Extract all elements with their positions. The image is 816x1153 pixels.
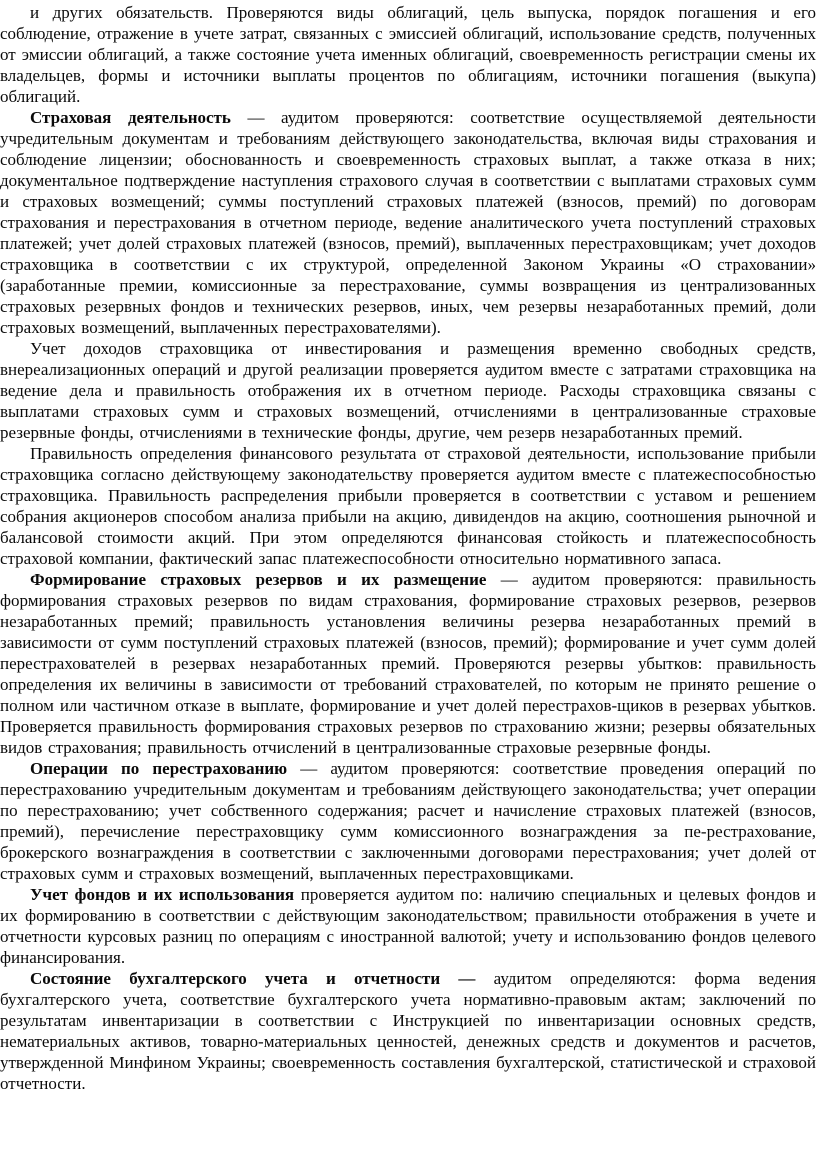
paragraph-lead-bold: Состояние бухгалтерского учета и отчетности — bbox=[30, 969, 476, 988]
paragraph-lead-bold: Операции по перестрахованию bbox=[30, 759, 288, 778]
paragraph bbox=[0, 107, 816, 338]
paragraph bbox=[0, 569, 816, 758]
paragraph-text: — аудитом проверяются: соответствие проведения операций по перестрахованию учредительным документам и требованиям действующего законодательства; учет операции по перестрахованию; учет собственного содержания; расчет и начисление страховых платежей (взносов, премий), перечисление перестраховщику сумм комиссионного вознаграждения за пе-рестрахование, брокерского вознаграждения в соответствии с заключенными договорами перестрахования; учет долей от страховых сумм и страховых возмещений, выплаченных перестраховщиками. bbox=[0, 759, 816, 883]
paragraph bbox=[0, 338, 816, 443]
paragraph bbox=[0, 443, 816, 569]
paragraph bbox=[0, 884, 816, 968]
paragraph bbox=[0, 2, 816, 107]
paragraph-text: и других обязательств. Проверяются виды облигаций, цель выпуска, порядок погашения и его соблюдение, отражение в учете затрат, связанных с эмиссией облигаций, использование средств, полученных от эмиссии облигаций, а также состояние учета именных облигаций, своевременность регистрации смены их владельцев, формы и источники выплаты процентов по облигациям, источники погашения (выкупа) облигаций. bbox=[0, 3, 816, 106]
paragraph-text: аудитом определяются: форма ведения бухгалтерского учета, соответствие бухгалтерского учета нормативно-правовым актам; заключений по результатам инвентаризации в соответствии с Инструкцией по инвентаризации основных средств, нематериальных активов, товарно-материальных ценностей, денежных средств и документов и расчетов, утвержденной Минфином Украины; своевременность составления бухгалтерской, статистической и страховой отчетности. bbox=[0, 969, 816, 1093]
paragraph-lead-bold: Учет фондов и их использования bbox=[30, 885, 295, 904]
paragraph-text: — аудитом проверяются: соответствие осуществляемой деятельности учредительным документам и требованиям действующего законодательства, включая виды страхования и соблюдение лицензии; обоснованность и своевременность страховых выплат, а также отказа в них; документальное подтверждение наступления страхового случая в соответствии с выплатами страховых сумм и страховых возмещений; суммы поступлений страховых платежей (взносов, премий) по договорам страхования и перестрахования в отчетном периоде, ведение аналитического учета поступлений страховых платежей; учет долей страховых платежей (взносов, премий), выплаченных перестраховщикам; учет доходов страховщика в соответствии с их структурой, определенной Законом Украины «О страховании» (заработанные премии, комиссионные за перестрахование, суммы возвращения из централизованных страховых резервных фондов и технических резервов, иных, чем резервы незаработанных премий, доли страховых возмещений, выплаченных перестрахователями). bbox=[0, 108, 816, 337]
paragraph-text: Учет доходов страховщика от инвестирования и размещения временно свободных средств, внереализационных операций и другой реализации проверяется аудитом вместе с затратами страховщика на ведение дела и правильность отображения их в отчетном периоде. Расходы страховщика связаны с выплатами страховых сумм и страховых возмещений, отчислениями в централизованные страховые резервные фонды, отчислениями в технические фонды, другие, чем резерв незаработанных премий. bbox=[0, 339, 816, 442]
paragraph-text: проверяется аудитом по: наличию специальных и целевых фондов и их формированию в соответствии с действующим законодательством; правильности отображения в учете и отчетности курсовых разниц по операциям с иностранной валютой; учету и использованию фондов целевого финансирования. bbox=[0, 885, 816, 967]
paragraph-text: Правильность определения финансового результата от страховой деятельности, использование прибыли страховщика согласно действующему законодательству проверяется аудитом вместе с платежеспособностью страховщика. Правильность распределения прибыли проверяется в соответствии с уставом и решением собрания акционеров способом анализа прибыли на акцию, дивидендов на акцию, соотношения рыночной и балансовой стоимости акций. При этом определяются финансовая стойкость и платежеспособность страховой компании, фактический запас платежеспособности относительно нормативного запаса. bbox=[0, 444, 816, 568]
paragraph bbox=[0, 758, 816, 884]
paragraph bbox=[0, 968, 816, 1094]
document-text-body bbox=[0, 2, 816, 1094]
paragraph-text: — аудитом проверяются: правильность формирования страховых резервов по видам страхования, формирование страховых резервов, резервов незаработанных премий; правильность установления величины резерва незаработанных премий в зависимости от сумм поступлений страховых платежей (взносов, премий); формирование и учет сумм долей перестрахователей в резервах незаработанных премий. Проверяются резервы убытков: правильность определения их величины в зависимости от требований страхователей, по которым не принято решение о полном или частичном отказе в выплате, формирование и учет долей перестрахов-щиков в резервах убытков. Проверяется правильность формирования страховых резервов по страхованию жизни; резервы обязательных видов страхования; правильность отчислений в централизованные страховые резервные фонды. bbox=[0, 570, 816, 757]
paragraph-lead-bold: Формирование страховых резервов и их размещение bbox=[30, 570, 487, 589]
paragraph-lead-bold: Страховая деятельность bbox=[30, 108, 231, 127]
